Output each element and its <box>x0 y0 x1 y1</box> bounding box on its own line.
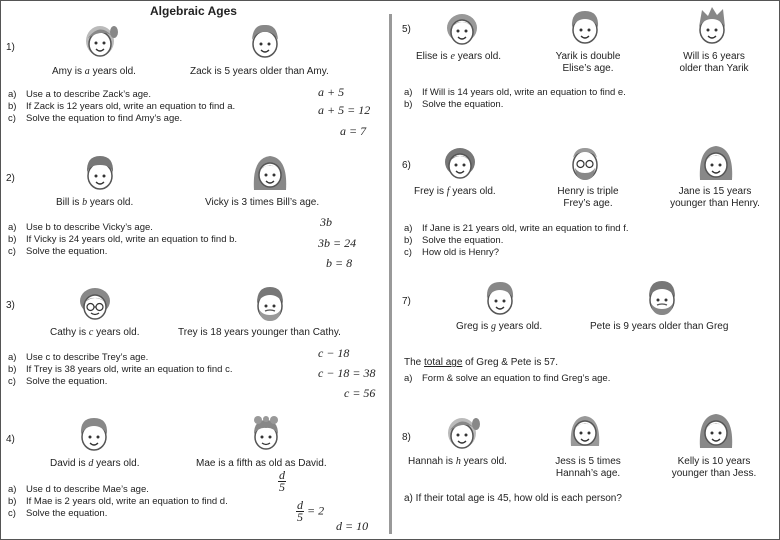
s8-question: a) If their total age is 45, how old is each person? <box>404 493 622 504</box>
s1-answer-3: a = 7 <box>340 124 367 138</box>
s6-person1-caption: Frey is f years old. <box>414 186 496 197</box>
s4-answer-1: $\frac{d}{5}$ <box>279 468 285 494</box>
s7-questions: a) Form & solve an equation to find Greg’s age. <box>404 373 611 384</box>
s4-answer-3: d = 10 <box>336 519 369 533</box>
s2-person1-caption: Bill is b years old. <box>56 197 134 208</box>
pete-avatar-icon <box>640 275 684 319</box>
mae-avatar-icon <box>244 411 288 455</box>
greg-avatar-icon <box>478 275 522 319</box>
kelly-avatar-icon <box>694 408 738 452</box>
s4-number: 4) <box>6 434 15 445</box>
s6-person2-caption: Henry is triple Frey’s age. <box>557 186 619 209</box>
frey-avatar-icon <box>438 140 482 184</box>
bill-avatar-icon <box>78 150 122 194</box>
s7-person2-caption: Pete is 9 years older than Greg <box>590 321 729 332</box>
s7-number: 7) <box>402 296 411 307</box>
will-avatar-icon <box>690 4 734 48</box>
s5-person3-caption: Will is 6 years older than Yarik <box>679 51 749 74</box>
page-title: Algebraic Ages <box>150 4 237 18</box>
s3-answer-3: c = 56 <box>344 386 376 400</box>
elise-avatar-icon <box>440 6 484 50</box>
david-avatar-icon <box>72 411 116 455</box>
s3-number: 3) <box>6 300 15 311</box>
s6-questions: a) If Jane is 21 years old, write an equation to find f. b) Solve the equation. c) How old is Henry? <box>404 223 629 258</box>
s1-person1-caption: Amy is a years old. <box>52 66 136 77</box>
s2-answer-1: 3b <box>320 215 332 229</box>
s1-number: 1) <box>6 42 15 53</box>
s1-answer-2: a + 5 = 12 <box>318 103 371 117</box>
s3-answer-1: c − 18 <box>318 346 350 360</box>
amy-avatar-icon <box>78 18 122 62</box>
s7-person1-caption: Greg is g years old. <box>456 321 543 332</box>
s8-person2-caption: Jess is 5 times Hannah’s age. <box>555 456 621 479</box>
s5-number: 5) <box>402 24 411 35</box>
s3-answer-2: c − 18 = 38 <box>318 366 376 380</box>
s3-person1-caption: Cathy is c years old. <box>50 327 140 338</box>
s7-statement: The total age of Greg & Pete is 57. <box>404 357 558 368</box>
s3-questions: a) Use c to describe Trey’s age. b) If Trey is 38 years old, write an equation to find c. c) Solve the equation. <box>8 352 233 387</box>
trey-avatar-icon <box>248 281 292 325</box>
s4-answer-2: $\frac{d}{5}$ = 2 <box>297 498 325 524</box>
s4-person2-caption: Mae is a fifth as old as David. <box>196 458 327 469</box>
s8-number: 8) <box>402 432 411 443</box>
s1-questions: a) Use a to describe Zack’s age. b) If Zack is 12 years old, write an equation to find a. c) Solve the equation to find Amy’s age. <box>8 89 236 124</box>
s2-answer-3: b = 8 <box>326 256 353 270</box>
jess-avatar-icon <box>563 408 607 452</box>
column-divider <box>389 14 392 534</box>
zack-avatar-icon <box>243 18 287 62</box>
s5-person2-caption: Yarik is double Elise’s age. <box>555 51 621 74</box>
s2-answer-2: 3b = 24 <box>318 236 357 250</box>
s2-person2-caption: Vicky is 3 times Bill’s age. <box>205 197 320 208</box>
s5-person1-caption: Elise is e years old. <box>416 51 502 62</box>
yarik-avatar-icon <box>563 4 607 48</box>
s2-questions: a) Use b to describe Vicky’s age. b) If Vicky is 24 years old, write an equation to find b. c) Solve the equation. <box>8 222 238 257</box>
vicky-avatar-icon <box>248 150 292 194</box>
s5-questions: a) If Will is 14 years old, write an equation to find e. b) Solve the equation. <box>404 87 626 110</box>
hannah-avatar-icon <box>440 410 484 454</box>
s8-person1-caption: Hannah is h years old. <box>408 456 507 467</box>
s4-questions: a) Use d to describe Mae’s age. b) If Mae is 2 years old, write an equation to find d. c) Solve the equation. <box>8 484 228 519</box>
s6-number: 6) <box>402 160 411 171</box>
henry-avatar-icon <box>563 140 607 184</box>
s1-person2-caption: Zack is 5 years older than Amy. <box>190 66 329 77</box>
jane-avatar-icon <box>694 140 738 184</box>
s8-person3-caption: Kelly is 10 years younger than Jess. <box>671 456 757 479</box>
s2-number: 2) <box>6 173 15 184</box>
s4-person1-caption: David is d years old. <box>50 458 140 469</box>
s3-person2-caption: Trey is 18 years younger than Cathy. <box>178 327 341 338</box>
s1-answer-1: a + 5 <box>318 85 345 99</box>
cathy-avatar-icon <box>73 281 117 325</box>
s6-person3-caption: Jane is 15 years younger than Henry. <box>670 186 760 209</box>
